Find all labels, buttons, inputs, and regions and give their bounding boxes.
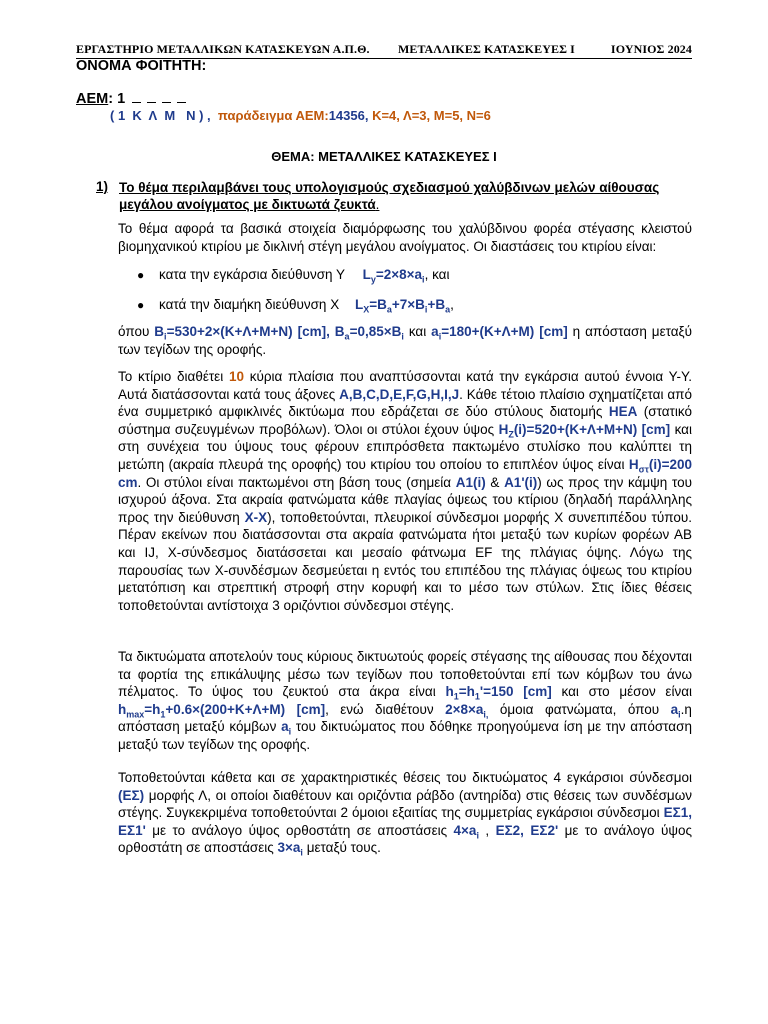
paragraph-intro: Το θέμα αφορά τα βασικά στοιχεία διαμόρφωσης του χαλύβδινου φορέα στέγασης κλειστού βιομηχανικού κτιρίου με δικλινή στέγη μεγάλου ανοίγματος. Οι διαστάσεις του κτιρίου είναι: [118, 221, 692, 254]
distance-3ai: $3\times a_i$ [277, 840, 303, 859]
length-x-formula: $L_X=B_a+7\times B_i+B_a$ [354, 297, 451, 315]
aem-pattern-line [110, 108, 491, 123]
panel-length: $a_i$ [670, 701, 681, 720]
m-value: Μ=5, [433, 108, 464, 123]
bullet-tail: , και [424, 267, 450, 282]
point-a1: A1(i) [455, 474, 486, 490]
aem-label: ΑΕΜ [76, 91, 109, 107]
bullet-tail: , [450, 297, 454, 312]
bullet-longitudinal [137, 296, 454, 314]
bracing-es2: ΕΣ2, ΕΣ2' [495, 822, 559, 838]
page-header [76, 40, 692, 59]
aem-digit-blank [177, 90, 186, 103]
bullet-text: κατά την διαμήκη διεύθυνση Χ [159, 297, 340, 312]
k-value: Κ=4, [372, 108, 400, 123]
aem-digit-blank [147, 90, 156, 103]
formula-bi: $B_i=530+2\times(K+\Lambda+M+N)$ [cm], [154, 324, 330, 342]
n-value: Ν=6 [466, 108, 491, 123]
formula-ai: $a_i=180+(K+\Lambda+M)$ [cm] [431, 324, 568, 342]
header-course-name: ΜΕΤΑΛΛΙΚΕΣ ΚΑΤΑΣΚΕΥΕΣ Ι [398, 42, 575, 56]
bullet-transverse [137, 266, 449, 284]
aem-example-value: 14356, [328, 108, 369, 123]
direction-xx: Χ-Χ [244, 509, 268, 525]
paragraph-definitions: όπου $B_i=530+2\times(K+\Lambda+M+N)$ [cm], $B_a=0,85\times B_i$ και $a_i=180+(K+\Lambda+M)$ [cm] η απόσταση μεταξύ των τεγίδων της οροφής. [118, 324, 692, 357]
question-heading-end: . [375, 197, 380, 212]
question-heading-text: Το θέμα περιλαμβάνει τους υπολογισμούς σχεδιασμού χαλύβδινων μελών αίθουσας μεγάλου ανοίγματος με δικτυωτά ζευκτά [119, 180, 660, 212]
bullet-text: κατα την εγκάρσια διεύθυνση Υ [159, 267, 345, 282]
frames-count: 10 [228, 369, 244, 384]
aem-pattern: ( 1 Κ Λ Μ Ν ) , [110, 108, 211, 123]
hea-section: ΗΕΑ [608, 404, 638, 420]
length-y-formula: $L_y=2\times 8\times a_i$ [362, 267, 425, 285]
bullet-icon: ● [137, 268, 145, 282]
l-value: Λ=3, [403, 108, 431, 123]
point-a1-prime: A1'(i) [504, 474, 538, 490]
bullet-icon: ● [137, 298, 145, 312]
student-name-label: ΟΝΟΜΑ ΦΟΙΤΗΤΗ: [76, 58, 207, 74]
header-lab-name: ΕΡΓΑΣΤΗΡΙΟ ΜΕΤΑΛΛΙΚΩΝ ΚΑΤΑΣΚΕΥΩΝ Α.Π.Θ. [76, 42, 370, 56]
topic-title: ΘΕΜΑ: ΜΕΤΑΛΛΙΚΕΣ ΚΑΤΑΣΚΕΥΕΣ Ι [271, 149, 497, 164]
header-date: ΙΟΥΝΙΟΣ 2024 [610, 42, 692, 56]
panel-count: $2\times 8\times a_{i,}$ [445, 701, 489, 720]
aem-digit-blank [132, 90, 141, 103]
column-height-formula: $H_Z(i)=520+(K+\Lambda+M+N)$ [cm] [498, 421, 671, 440]
paragraph-bracings: Τοποθετούνται κάθετα και σε χαρακτηριστικές θέσεις του δικτυώματος 4 εγκάρσιοι σύνδεσμοι (ΕΣ) μορφής Λ, οι οποίοι διαθέτουν και οριζόντια ράβδο (αντηρίδα) στις θέσεις των συνδέσμων στέγης. Συγκεκριμένα τοποθετούνται 2 όμοιοι εξαιτίας της συμμετρίας εγκάρσιοι σύνδεσμοι ΕΣ1, ΕΣ1' με το ανάλογο ύψος ορθοστάτη σε αποστάσεις $4\times a_i$ , ΕΣ2, ΕΣ2' με το ανάλογο ύψος ορθοστάτη σε αποστάσεις $3\times a_i$ μεταξύ τους. [118, 770, 692, 859]
aem-example-label: παράδειγμα ΑΕΜ: [217, 108, 329, 123]
question-number: 1) [96, 179, 109, 194]
bracing-es1: ΕΣ1, ΕΣ1' [118, 805, 692, 838]
aem-digit-blank [162, 90, 171, 103]
paragraph-trusses: Τα δικτυώματα αποτελούν τους κύριους δικτυωτούς φορείς στέγασης της αίθουσας που δέχονται τα φορτία της επικάλυψης μέσω των τεγίδων που τοποθετούνται επί των κόμβων του άνω πέλματος. Το ύψος του ζευκτού στα άκρα είναι $h_1=h_1'=150$ [cm] και στο μέσον είναι $h_{max}=h_1+0.6\times(200+K+\Lambda+M)$ [cm], ενώ διαθέτουν $2\times 8\times a_{i,}$ όμοια φατνώματα, όπου $a_i.\eta$ απόσταση μεταξύ κόμβων $a_i$ του δικτυώματος που δόθηκε προηγούμενα ίση με την απόσταση μεταξύ των τεγίδων της οροφής. [118, 649, 692, 752]
paragraph-frames: Το κτίριο διαθέτει 10 κύρια πλαίσια που αναπτύσσονται κατά την εγκάρσια αυτού έννοια Υ-Υ. Αυτά διατάσσονται κατά τους άξονες A,B,C,D,E,F,G,H,I,J. Κάθε τέτοιο πλαίσιο σχηματίζεται από ένα συμμετρικό αμφικλινές δικτύωμα που εδράζεται σε δύο στύλους διατομής ΗΕΑ (στατικό σύστημα συζευγμένων προβόλων). Όλοι οι στύλοι έχουν ύψος $H_Z(i)=520+(K+\Lambda+M+N)$ [cm] και στη συνέχεια του ύψους τους φέρουν επιπρόσθετα πακτωμένο στυλίσκο που καλύπτει τη μετώπη (ακραία πλευρά της οροφής) του κτιρίου του οποίου το επιπλέον ύψος είναι $H_{\sigma\tau}(i)=200$ cm. Οι στύλοι είναι πακτωμένοι στη βάση τους (σημεία A1(i) & A1'(i)) ως προς την κάμψη του ισχυρού άξονα. Στα ακραία φατνώματα κάθε πλαγίας όψεως του κτίριου (δηλαδή παράλληλης προς την διεύθυνση Χ-Χ), τοποθετούνται, πλευρικοί σύνδεσμοι μορφής Χ συνεπιπέδου τύπου. Πέραν εκείνων που διατάσσονται στα ακραία φατνώματα ήτοι μεταξύ των κυρίων φορέων ΑΒ και IJ, Χ-σύνδεσμος διατάσσεται και μεσαίο φάτνωμα EF της πλάγιας όψης. Λόγω της παρουσίας των Χ-συνδέσμων δεσμεύεται η εντός του επιπέδου της πλάγιας όψεως του κτιρίου μετατόπιση και στρεπτική στροφή στην κορυφή και το μέσο των στύλων. Στις ίδιες θέσεις τοποθετούνται αντίστοιχα 3 οριζόντιοι σύνδεσμοι στέγης. [118, 369, 692, 613]
axes-list: A,B,C,D,E,F,G,H,I,J [339, 386, 460, 402]
truss-end-height: $h_1=h_1'=150$ [cm] [445, 684, 552, 702]
aem-field [76, 90, 189, 107]
aem-prefix: : 1 [108, 91, 126, 107]
formula-ba: $B_a=0,85\times B_i$ [334, 324, 404, 342]
question-heading [119, 179, 692, 213]
distance-4ai: $4\times a_i$ [453, 822, 479, 841]
truss-max-height: $h_{max}=h_1+0.6\times(200+K+\Lambda+M)$ [cm] [118, 701, 326, 720]
stub-height-formula: $H_{\sigma\tau}(i)=200$ cm [118, 456, 692, 490]
bracing-es: (ΕΣ) [118, 787, 145, 803]
node-distance: $a_i$ [281, 719, 292, 738]
